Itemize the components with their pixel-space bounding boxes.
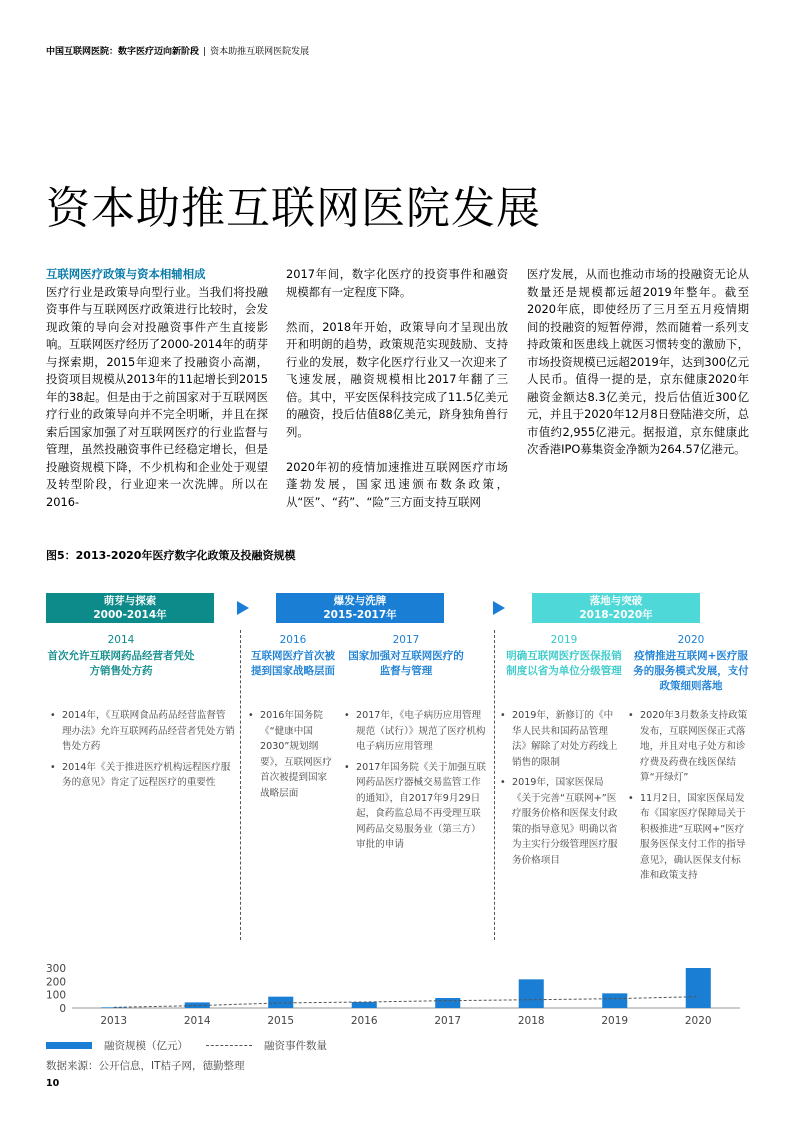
milestone-bullets	[344, 708, 488, 858]
milestone-event: 明确互联网医疗医保报销制度以省为单位分级管理	[506, 650, 622, 677]
running-header	[46, 44, 309, 57]
milestone-event: 首次允许互联网药品经营者凭处方销售处方药	[47, 650, 195, 677]
y-tick-label: 200	[45, 976, 66, 989]
list-item: • 2020年3月数条支持政策发布，互联网医保正式落地，并且对电子处方和诊疗费及药费在线医保结算“开绿灯”	[628, 708, 748, 786]
bar	[602, 993, 627, 1008]
legend-line	[206, 1038, 327, 1053]
body-paragraph: 2017年间，数字化医疗的投资事件和融资规模都有一定程度下降。	[286, 267, 508, 299]
body-paragraph: 然而，2018年开始，政策导向才呈现出放开和明朗的趋势，政策规范实现鼓励、支持行业的发展，数字化医疗行业又一次迎来了飞速发展，融资规模相比2017年翻了三倍。其中，平安医保科技完成了11.5亿美元的融资，投后估值88亿美元，跻身独角兽行列。	[286, 319, 508, 439]
milestone-year: 2020	[677, 634, 705, 646]
list-item: • 2019年，新修订的《中华人民共和国药品管理法》解除了对处方药线上销售的限制	[500, 708, 622, 770]
bar	[519, 979, 544, 1008]
page-title: 资本助推互联网医院发展	[46, 183, 541, 234]
legend-bar-label: 融资规模（亿元）	[104, 1040, 188, 1052]
bar	[268, 997, 293, 1008]
stage-name: 落地与突破	[589, 595, 643, 607]
funding-chart	[40, 956, 760, 1031]
data-source: 数据来源：公开信息，IT桔子网，德勤整理	[46, 1060, 245, 1072]
legend-bar-swatch	[46, 1042, 92, 1049]
x-tick-label: 2018	[517, 1015, 545, 1027]
body-column-1	[46, 266, 268, 529]
bar	[101, 1007, 126, 1008]
body-paragraph: 医疗发展，从而也推动市场的投融资无论从数量还是规模都远超2019年整年。截至2020年底，即使经历了三月至五月疫情期间的投融资的短暂停滞，然而随着一系列支持政策和医患线上就医习惯转变的激励下，市场投资规模已远超2019年，达到300亿元人民币。值得一提的是，京东健康2020年融资金额达8.3亿美元，投后估值近300亿元，并且于2020年12月8日登陆港交所，总市值约2,955亿港元。据报道，京东健康此次香港IPO募集资金净额为264.57亿港元。	[527, 267, 749, 456]
x-tick-label: 2017	[434, 1015, 462, 1027]
stage-divider	[494, 630, 495, 940]
body-column-2	[286, 266, 508, 529]
header-section-title: 资本助推互联网医院发展	[210, 47, 310, 57]
milestone-year: 2017	[392, 634, 420, 646]
stage-banner-2	[276, 593, 444, 623]
bar	[686, 968, 711, 1008]
stage-divider	[240, 630, 241, 940]
milestone-bullets	[50, 708, 235, 796]
milestone-year: 2016	[279, 634, 307, 646]
y-tick-label: 0	[59, 1003, 66, 1015]
bar	[435, 998, 460, 1008]
milestone-bullets	[500, 708, 622, 873]
milestone-year: 2019	[550, 634, 578, 646]
bar	[352, 1002, 377, 1008]
legend-line-label: 融资事件数量	[264, 1040, 327, 1052]
y-tick-label: 300	[45, 963, 66, 975]
page-number: 10	[46, 1078, 60, 1089]
list-item: • 2014年《关于推进医疗机构远程医疗服务的意见》肯定了远程医疗的重要性	[50, 760, 235, 791]
arrow-right-icon	[237, 601, 249, 615]
list-item: • 11月2日，国家医保局发布《国家医疗保障局关于积极推进“互联网+”医疗服务医保支付工作的指导意见》，确认医保支付标准和政策支持	[628, 791, 748, 884]
milestone-bullets	[628, 708, 748, 889]
x-tick-label: 2019	[601, 1015, 629, 1027]
stage-period: 2015-2017年	[323, 609, 397, 621]
body-column-3	[527, 266, 749, 476]
body-paragraph: 医疗行业是政策导向型行业。当我们将投融资事件与互联网医疗政策进行比较时，会发现政策的导向会对投融资事件产生直接影响。互联网医疗经历了2000-2014年的萌芽与探索期，2015年迎来了投融资小高潮，投资项目规模从2013年的11起增长到2015年的38起。但是由于之前国家对于互联网医疗行业的政策导向并不完全明晰，并且在探索后国家加强了对互联网医疗的行业监督与管理，虽然投融资事件已经稳定增长，但是投融资规模下降，不少机构和企业处于观望及转型阶段，行业迎来一次洗牌。所以在2016-	[46, 284, 268, 509]
y-tick-label: 100	[45, 989, 66, 1002]
x-tick-label: 2020	[684, 1015, 712, 1027]
list-item: • 2016年国务院《“健康中国2030”规划纲要》，互联网医疗首次被提到国家战略层面	[248, 708, 336, 801]
section-subheading: 互联网医疗政策与资本相辅相成	[46, 267, 206, 281]
stage-banner-3	[532, 593, 700, 623]
stage-period: 2018-2020年	[579, 609, 653, 621]
stage-period: 2000-2014年	[93, 609, 167, 621]
header-separator: |	[203, 47, 207, 57]
x-tick-label: 2016	[350, 1015, 378, 1027]
stage-name: 爆发与洗牌	[333, 595, 387, 607]
milestone-event: 互联网医疗首次被提到国家战略层面	[251, 650, 335, 677]
milestone-event: 疫情推进互联网+医疗服务的服务模式发展，支付政策细则落地	[633, 650, 749, 692]
x-tick-label: 2015	[267, 1015, 295, 1027]
legend-bar	[46, 1038, 188, 1053]
header-report-title: 中国互联网医院：数字医疗迈向新阶段	[46, 47, 200, 57]
milestone-bullets	[248, 708, 336, 806]
legend-line-swatch	[206, 1045, 252, 1046]
milestone-year: 2014	[107, 634, 135, 646]
list-item: • 2017年，《电子病历应用管理规范（试行）》规范了医疗机构电子病历应用管理	[344, 708, 488, 755]
x-tick-label: 2014	[183, 1015, 211, 1027]
body-paragraph: 2020年初的疫情加速推进互联网医疗市场蓬勃发展，国家迅速颁布数条政策，从“医”、“药”、“险”三方面支持互联网	[286, 459, 508, 509]
list-item: • 2019年，国家医保局《关于完善“互联网+”医疗服务价格和医保支付政策的指导意见》明确以省为主实行分级管理医疗服务价格项目	[500, 775, 622, 868]
figure-title: 图5：2013-2020年医疗数字化政策及投融资规模	[46, 549, 296, 562]
stage-name: 萌芽与探索	[103, 595, 157, 607]
list-item: • 2014年，《互联网食品药品经营监督管理办法》允许互联网药品经营者凭处方销售处方药	[50, 708, 235, 755]
milestone-event: 国家加强对互联网医疗的监督与管理	[348, 650, 464, 677]
x-tick-label: 2013	[100, 1015, 128, 1027]
stage-banner-1	[46, 593, 214, 623]
list-item: • 2017年国务院《关于加强互联网药品医疗器械交易监管工作的通知》，自2017年9月29日起，食药监总局不再受理互联网药品交易服务业（第三方）审批的申请	[344, 760, 488, 853]
arrow-right-icon	[493, 601, 505, 615]
